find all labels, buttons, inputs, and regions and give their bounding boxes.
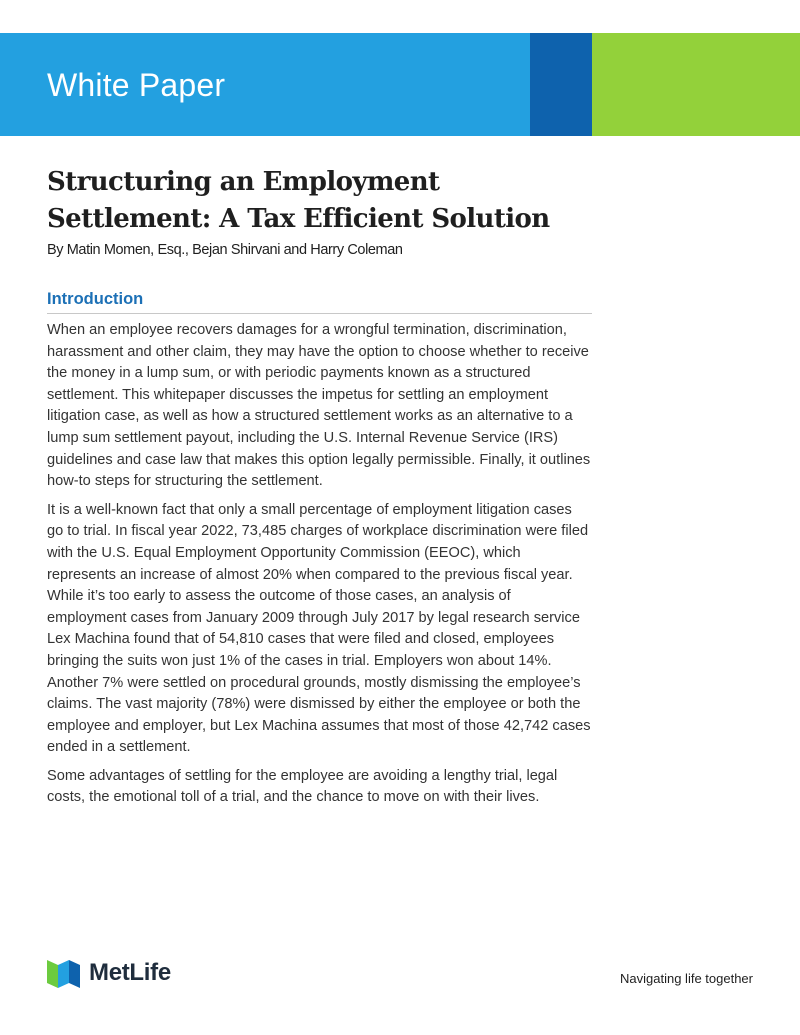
paragraph: It is a well-known fact that only a small percentage of employment litigation cases go to trial. In fiscal year 2022, 73,485 charges of workplace discrimination were filed with the U.S. Equal Employment Opportunity Commission (EEOC), which represents an increase of almost 20% when compared to the previous fiscal year. While it’s too early to assess the outcome of those cases, an analysis of employment cases from January 2009 through July 2017 by legal research service Lex Machina found that of 54,810 cases that were filed and closed, employees bringing the suits won just 1% of the cases in trial. Employers won about 14%. Another 7% were settled on procedural grounds, mostly dismissing the employee’s claims. The vast majority (78%) were dismissed by either the employee or both the employee and employer, but Lex Machina assumes that most of those 42,742 cases ended in a settlement. bbox=[47, 501, 591, 756]
banner-dark-blue-block bbox=[530, 33, 592, 136]
banner-title: White Paper bbox=[47, 67, 226, 103]
footer-tagline: Navigating life together bbox=[620, 971, 753, 986]
body-text bbox=[47, 320, 592, 816]
section-heading-introduction: Introduction bbox=[47, 290, 592, 314]
banner-green-block bbox=[592, 33, 800, 136]
document-title: Structuring an Employment Settlement: A Tax Efficient Solution bbox=[47, 167, 550, 234]
logo-wordmark: MetLife bbox=[89, 959, 171, 986]
header-banner bbox=[0, 33, 800, 136]
metlife-m-icon bbox=[47, 956, 81, 990]
paragraph: Some advantages of settling for the employee are avoiding a lengthy trial, legal costs, the emotional toll of a trial, and the chance to move on with their lives. bbox=[47, 767, 558, 806]
author-byline: By Matin Momen, Esq., Bejan Shirvani and Harry Coleman bbox=[47, 242, 403, 258]
paragraph: When an employee recovers damages for a wrongful termination, discrimination, harassment and other claim, they may have the option to choose whether to receive the money in a lump sum, or with periodic payments known as a structured settlement. This whitepaper discusses the impetus for settling an employment litigation case, as well as how a structured settlement works as an alternative to a lump sum settlement payout, including the U.S. Internal Revenue Service (IRS) guidelines and case law that makes this option legally permissible. Finally, it outlines how-to steps for structuring the settlement. bbox=[47, 322, 591, 490]
